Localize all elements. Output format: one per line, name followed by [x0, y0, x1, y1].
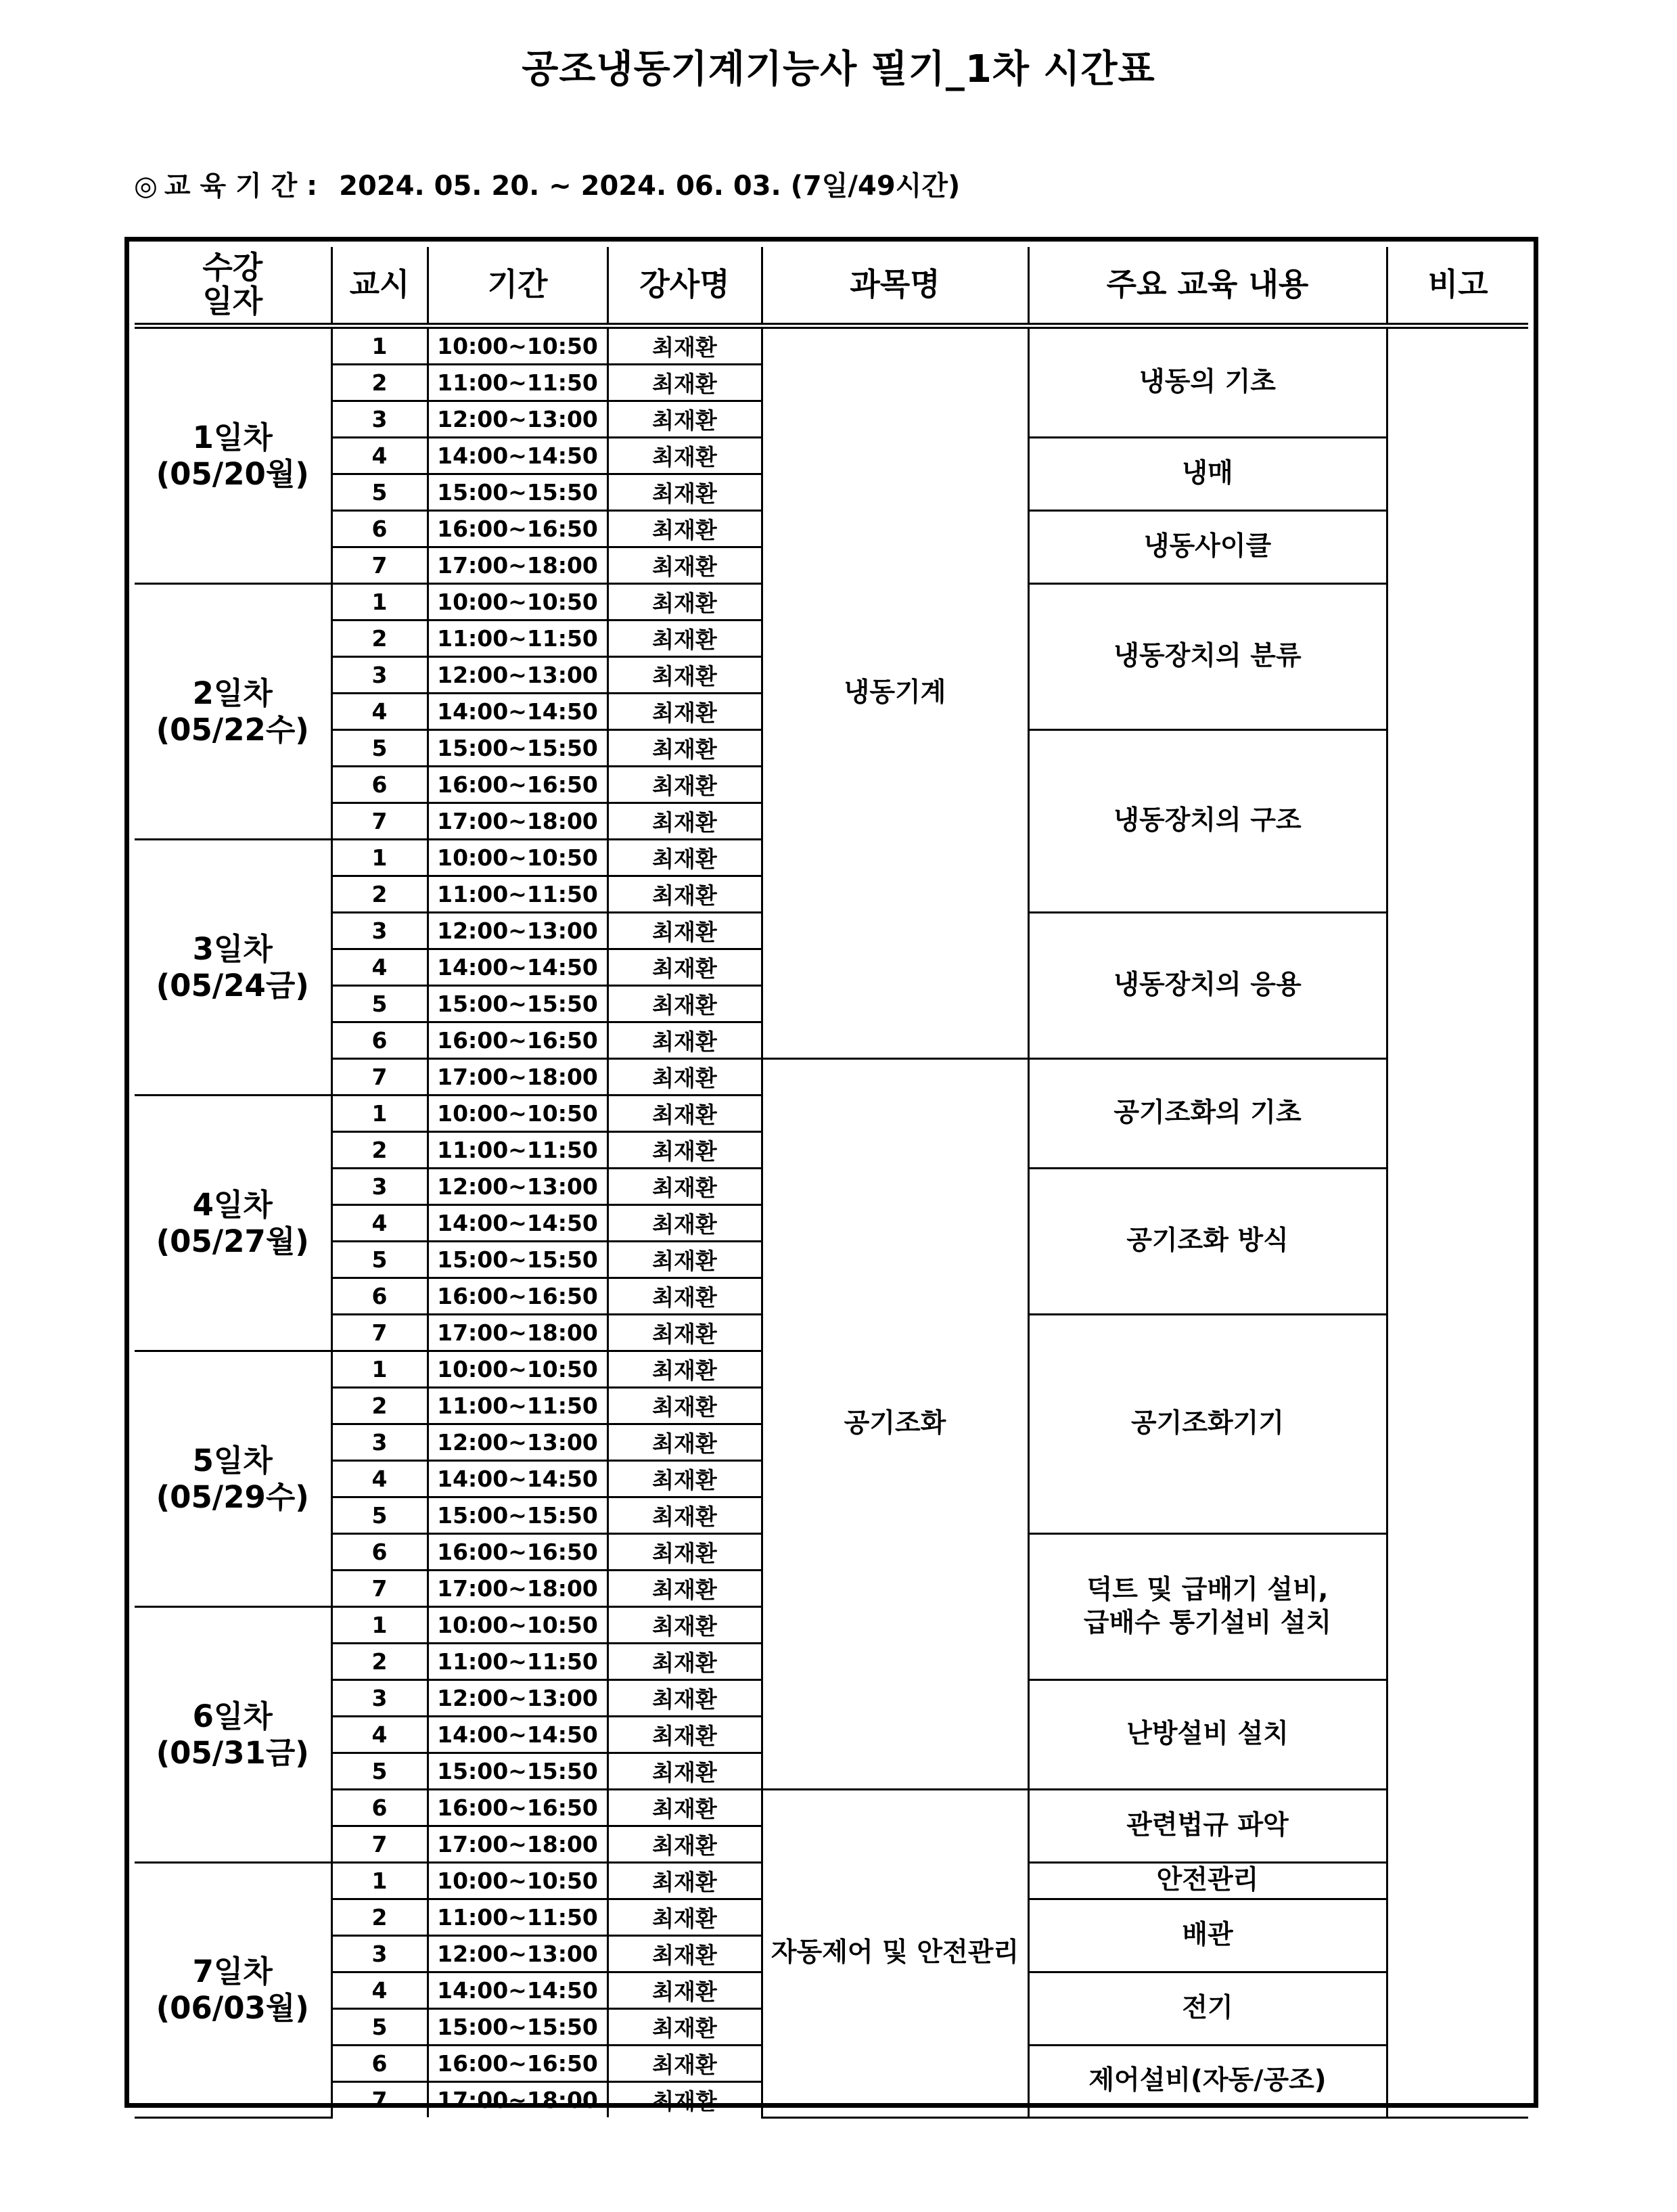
instructor-cell: 최재환 [607, 1169, 762, 1205]
time-cell: 10:00~10:50 [428, 840, 607, 876]
time-cell: 12:00~13:00 [428, 1169, 607, 1205]
content-cell: 덕트 및 급배기 설비, 급배수 통기설비 설치 [1028, 1534, 1387, 1680]
instructor-cell: 최재환 [607, 2009, 762, 2046]
day-cell [135, 326, 331, 584]
time-cell: 16:00~16:50 [428, 1022, 607, 1059]
period-cell: 2 [331, 620, 428, 657]
period-cell: 1 [331, 1096, 428, 1132]
content-cell: 공기조화 방식 [1028, 1169, 1387, 1315]
subject-cell: 냉동기계 [762, 326, 1028, 1059]
period-cell: 5 [331, 474, 428, 511]
period-cell: 5 [331, 730, 428, 767]
instructor-cell: 최재환 [607, 326, 762, 365]
period-cell: 3 [331, 401, 428, 438]
time-cell: 15:00~15:50 [428, 474, 607, 511]
period-cell: 4 [331, 1205, 428, 1242]
time-cell: 17:00~18:00 [428, 1826, 607, 1863]
time-cell: 10:00~10:50 [428, 584, 607, 620]
instructor-cell: 최재환 [607, 657, 762, 694]
time-cell: 12:00~13:00 [428, 1936, 607, 1972]
instructor-cell: 최재환 [607, 1680, 762, 1717]
table-row [135, 1059, 1528, 1096]
instructor-cell: 최재환 [607, 1497, 762, 1534]
period-cell: 3 [331, 1169, 428, 1205]
time-cell: 11:00~11:50 [428, 365, 607, 401]
double-circle-icon: ◎ [134, 171, 158, 202]
content-cell: 배관 [1028, 1899, 1387, 1972]
time-cell: 12:00~13:00 [428, 401, 607, 438]
time-cell: 17:00~18:00 [428, 1315, 607, 1351]
period-cell: 3 [331, 913, 428, 949]
timetable [135, 247, 1528, 2119]
time-cell: 16:00~16:50 [428, 1278, 607, 1315]
instructor-cell: 최재환 [607, 986, 762, 1022]
content-cell: 냉동장치의 분류 [1028, 584, 1387, 730]
header-day: 수강 일자 [135, 247, 331, 326]
time-cell: 10:00~10:50 [428, 1607, 607, 1644]
instructor-cell: 최재환 [607, 620, 762, 657]
instructor-cell: 최재환 [607, 1424, 762, 1461]
period-cell: 1 [331, 1351, 428, 1388]
period-cell: 2 [331, 1388, 428, 1424]
instructor-cell: 최재환 [607, 1022, 762, 1059]
time-cell: 15:00~15:50 [428, 730, 607, 767]
header-note: 비고 [1387, 247, 1528, 326]
instructor-cell: 최재환 [607, 1790, 762, 1826]
period-cell: 7 [331, 1059, 428, 1096]
instructor-cell: 최재환 [607, 949, 762, 986]
content-cell: 공기조화의 기초 [1028, 1059, 1387, 1169]
time-cell: 15:00~15:50 [428, 1497, 607, 1534]
time-cell: 12:00~13:00 [428, 1424, 607, 1461]
period-cell: 7 [331, 1315, 428, 1351]
day-cell [135, 840, 331, 1096]
instructor-cell: 최재환 [607, 840, 762, 876]
period-cell: 3 [331, 1936, 428, 1972]
time-cell: 15:00~15:50 [428, 1242, 607, 1278]
instructor-cell: 최재환 [607, 438, 762, 474]
header-row [135, 247, 1528, 326]
period-cell: 4 [331, 1972, 428, 2009]
period-cell: 6 [331, 511, 428, 547]
header-instructor: 강사명 [607, 247, 762, 326]
instructor-cell: 최재환 [607, 1461, 762, 1497]
time-cell: 17:00~18:00 [428, 2082, 607, 2118]
time-cell: 11:00~11:50 [428, 876, 607, 913]
instructor-cell: 최재환 [607, 1607, 762, 1644]
period-cell: 6 [331, 1278, 428, 1315]
time-cell: 14:00~14:50 [428, 1972, 607, 2009]
time-cell: 17:00~18:00 [428, 1571, 607, 1607]
time-cell: 15:00~15:50 [428, 986, 607, 1022]
instructor-cell: 최재환 [607, 1644, 762, 1680]
day-date: (05/24금) [156, 967, 309, 1003]
period-cell: 3 [331, 657, 428, 694]
period-cell: 4 [331, 949, 428, 986]
header-time: 기간 [428, 247, 607, 326]
time-cell: 10:00~10:50 [428, 326, 607, 365]
day-label: 3일차 [192, 930, 273, 967]
instructor-cell: 최재환 [607, 1242, 762, 1278]
time-cell: 17:00~18:00 [428, 803, 607, 840]
day-date: (06/03월) [156, 1989, 309, 2026]
instructor-cell: 최재환 [607, 1096, 762, 1132]
content-cell: 냉동의 기초 [1028, 326, 1387, 438]
period-cell: 1 [331, 584, 428, 620]
time-cell: 17:00~18:00 [428, 547, 607, 584]
day-cell [135, 1096, 331, 1351]
time-cell: 16:00~16:50 [428, 511, 607, 547]
day-date: (05/29수) [156, 1479, 309, 1515]
instructor-cell: 최재환 [607, 1826, 762, 1863]
instructor-cell: 최재환 [607, 1899, 762, 1936]
content-cell: 난방설비 설치 [1028, 1680, 1387, 1790]
time-cell: 14:00~14:50 [428, 1461, 607, 1497]
period-cell: 3 [331, 1680, 428, 1717]
time-cell: 10:00~10:50 [428, 1863, 607, 1899]
instructor-cell: 최재환 [607, 913, 762, 949]
instructor-cell: 최재환 [607, 474, 762, 511]
instructor-cell: 최재환 [607, 694, 762, 730]
content-cell: 전기 [1028, 1972, 1387, 2046]
instructor-cell: 최재환 [607, 1972, 762, 2009]
time-cell: 11:00~11:50 [428, 1132, 607, 1169]
period-cell: 1 [331, 1607, 428, 1644]
period-cell: 7 [331, 2082, 428, 2118]
time-cell: 12:00~13:00 [428, 913, 607, 949]
instructor-cell: 최재환 [607, 876, 762, 913]
time-cell: 14:00~14:50 [428, 1717, 607, 1753]
day-cell [135, 1607, 331, 1863]
period-cell: 7 [331, 1826, 428, 1863]
instructor-cell: 최재환 [607, 2082, 762, 2118]
time-cell: 15:00~15:50 [428, 2009, 607, 2046]
table-row [135, 326, 1528, 365]
period-cell: 2 [331, 876, 428, 913]
period-cell: 4 [331, 438, 428, 474]
header-content: 주요 교육 내용 [1028, 247, 1387, 326]
period-cell: 7 [331, 547, 428, 584]
time-cell: 16:00~16:50 [428, 767, 607, 803]
instructor-cell: 최재환 [607, 1278, 762, 1315]
time-cell: 14:00~14:50 [428, 438, 607, 474]
instructor-cell: 최재환 [607, 1717, 762, 1753]
content-cell: 냉동사이클 [1028, 511, 1387, 584]
content-cell: 냉동장치의 응용 [1028, 913, 1387, 1059]
day-label: 7일차 [192, 1953, 273, 1989]
instructor-cell: 최재환 [607, 1205, 762, 1242]
day-label: 6일차 [192, 1698, 273, 1734]
instructor-cell: 최재환 [607, 1388, 762, 1424]
instructor-cell: 최재환 [607, 1571, 762, 1607]
instructor-cell: 최재환 [607, 401, 762, 438]
time-cell: 10:00~10:50 [428, 1351, 607, 1388]
period-cell: 4 [331, 694, 428, 730]
instructor-cell: 최재환 [607, 767, 762, 803]
content-cell: 냉매 [1028, 438, 1387, 511]
instructor-cell: 최재환 [607, 730, 762, 767]
period-cell: 2 [331, 1644, 428, 1680]
period-cell: 2 [331, 365, 428, 401]
instructor-cell: 최재환 [607, 547, 762, 584]
period-cell: 6 [331, 1534, 428, 1571]
time-cell: 11:00~11:50 [428, 1644, 607, 1680]
instructor-cell: 최재환 [607, 1534, 762, 1571]
day-cell [135, 584, 331, 840]
page-title: 공조냉동기계기능사 필기_1차 시간표 [522, 47, 1155, 91]
day-date: (05/31금) [156, 1734, 309, 1771]
instructor-cell: 최재환 [607, 1315, 762, 1351]
time-cell: 11:00~11:50 [428, 620, 607, 657]
instructor-cell: 최재환 [607, 1753, 762, 1790]
time-cell: 14:00~14:50 [428, 949, 607, 986]
period-cell: 7 [331, 1571, 428, 1607]
period-cell: 5 [331, 1497, 428, 1534]
period-cell: 4 [331, 1717, 428, 1753]
instructor-cell: 최재환 [607, 1132, 762, 1169]
timetable-body [135, 326, 1528, 2118]
time-cell: 14:00~14:50 [428, 694, 607, 730]
day-label: 4일차 [192, 1186, 273, 1223]
day-label: 5일차 [192, 1442, 273, 1479]
period-label: 교 육 기 간 : [164, 171, 318, 202]
period-cell: 5 [331, 2009, 428, 2046]
period-cell: 5 [331, 986, 428, 1022]
content-cell: 제어설비(자동/공조) [1028, 2046, 1387, 2118]
header-subject: 과목명 [762, 247, 1028, 326]
period-cell: 1 [331, 840, 428, 876]
period-cell: 6 [331, 2046, 428, 2082]
instructor-cell: 최재환 [607, 1936, 762, 1972]
time-cell: 15:00~15:50 [428, 1753, 607, 1790]
instructor-cell: 최재환 [607, 1351, 762, 1388]
instructor-cell: 최재환 [607, 2046, 762, 2082]
subject-cell: 공기조화 [762, 1059, 1028, 1790]
instructor-cell: 최재환 [607, 1059, 762, 1096]
period-cell: 2 [331, 1899, 428, 1936]
period-value: 2024. 05. 20. ~ 2024. 06. 03. (7일/49시간) [339, 171, 961, 202]
day-date: (05/22수) [156, 711, 309, 748]
instructor-cell: 최재환 [607, 584, 762, 620]
period-cell: 5 [331, 1753, 428, 1790]
period-cell: 3 [331, 1424, 428, 1461]
period-cell: 6 [331, 1022, 428, 1059]
content-cell: 냉동장치의 구조 [1028, 730, 1387, 913]
day-date: (05/20월) [156, 455, 309, 492]
education-period [134, 164, 960, 203]
timetable-frame [124, 237, 1538, 2115]
note-cell [1387, 326, 1528, 2118]
time-cell: 14:00~14:50 [428, 1205, 607, 1242]
time-cell: 16:00~16:50 [428, 2046, 607, 2082]
day-label: 2일차 [192, 675, 273, 711]
instructor-cell: 최재환 [607, 803, 762, 840]
table-row [135, 1790, 1528, 1826]
content-cell: 공기조화기기 [1028, 1315, 1387, 1534]
time-cell: 12:00~13:00 [428, 657, 607, 694]
time-cell: 11:00~11:50 [428, 1899, 607, 1936]
period-cell: 6 [331, 1790, 428, 1826]
time-cell: 17:00~18:00 [428, 1059, 607, 1096]
time-cell: 16:00~16:50 [428, 1534, 607, 1571]
content-cell: 안전관리 [1028, 1863, 1387, 1899]
header-period: 교시 [331, 247, 428, 326]
day-label: 1일차 [192, 419, 273, 455]
period-cell: 2 [331, 1132, 428, 1169]
instructor-cell: 최재환 [607, 511, 762, 547]
instructor-cell: 최재환 [607, 1863, 762, 1899]
period-cell: 6 [331, 767, 428, 803]
subject-cell: 자동제어 및 안전관리 [762, 1790, 1028, 2118]
content-cell: 관련법규 파악 [1028, 1790, 1387, 1863]
period-cell: 1 [331, 1863, 428, 1899]
period-cell: 7 [331, 803, 428, 840]
instructor-cell: 최재환 [607, 365, 762, 401]
time-cell: 11:00~11:50 [428, 1388, 607, 1424]
day-cell [135, 1863, 331, 2118]
period-cell: 4 [331, 1461, 428, 1497]
time-cell: 16:00~16:50 [428, 1790, 607, 1826]
day-date: (05/27월) [156, 1223, 309, 1259]
period-cell: 5 [331, 1242, 428, 1278]
time-cell: 10:00~10:50 [428, 1096, 607, 1132]
period-cell: 1 [331, 326, 428, 365]
time-cell: 12:00~13:00 [428, 1680, 607, 1717]
day-cell [135, 1351, 331, 1607]
